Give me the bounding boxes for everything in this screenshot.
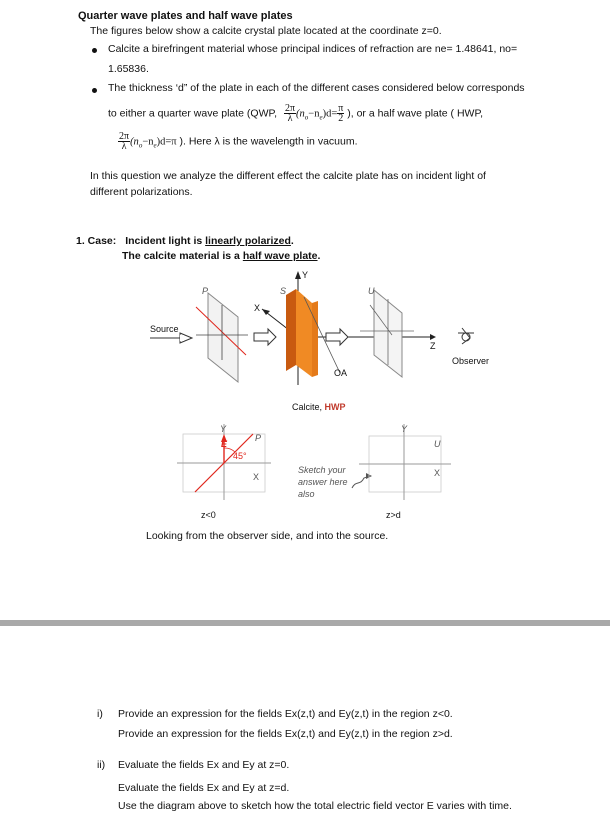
case-subheading: The calcite material is a half wave plate. xyxy=(122,250,321,262)
question-i-2: Provide an expression for the fields Ex(z,t) and Ey(z,t) in the region z>d. xyxy=(118,728,453,740)
propagation-arrow-1 xyxy=(254,329,276,345)
question-ii-3: Use the diagram above to sketch how the total electric field vector E varies with time. xyxy=(118,800,512,812)
diagram-caption: Looking from the observer side, and into the source. xyxy=(146,530,389,542)
source-label: Source xyxy=(150,324,179,334)
small-p-label: P xyxy=(255,433,262,443)
region-after-label: z>d xyxy=(386,510,401,520)
small-y-label-2: Y xyxy=(401,424,408,434)
calcite-plate-front xyxy=(296,289,312,377)
small-x-label-2: X xyxy=(434,468,441,478)
two-pi-over-lambda: $\frac{2\pi}{\lambda}$ xyxy=(284,103,296,124)
hwp-text: ), or a half wave plate ( HWP, xyxy=(347,107,484,120)
paragraph-line-2: different polarizations. xyxy=(90,186,193,198)
p-label: P xyxy=(202,286,209,296)
small-u-label: U xyxy=(434,439,441,449)
bullet-1-line-1: Calcite a birefringent material whose principal indices of refraction are ne= 1.48641, no= xyxy=(108,43,518,55)
bullet-dot xyxy=(92,48,97,53)
propagation-arrow-2 xyxy=(326,329,348,345)
intro-text: The figures below show a calcite crystal plate located at the coordinate z=0. xyxy=(90,25,442,37)
oa-label: OA xyxy=(334,368,348,378)
observer-label: Observer xyxy=(452,356,490,366)
calcite-plate-side xyxy=(286,289,296,371)
qwp-text: to either a quarter wave plate (QWP, xyxy=(108,107,278,120)
setup-diagram xyxy=(0,265,610,415)
u-label: U xyxy=(368,286,375,296)
page-title: Quarter wave plates and half wave plates xyxy=(78,10,293,22)
small-y-label: Y xyxy=(220,424,227,434)
region-before-label: z<0 xyxy=(201,510,216,520)
sketch-note: Sketch your answer here also xyxy=(298,465,348,499)
calcite-label: Calcite, HWP xyxy=(292,402,346,412)
bullet-2-line-1: The thickness ‘d” of the plate in each of the different cases considered below corresponds xyxy=(108,82,525,94)
paragraph-line-1: In this question we analyze the different effect the calcite plate has on incident light of xyxy=(90,170,486,182)
z-label: Z xyxy=(430,341,436,351)
y-label: Y xyxy=(302,270,309,280)
pi-over-two: $\frac{\pi}{2}$ xyxy=(338,103,344,124)
s-label: S xyxy=(280,286,287,296)
bullet-2-line-3: $\frac{2\pi}{\lambda}$ $(n_o-n_e)d=\pi$ ). Here λ is the wavelength in vacuum. xyxy=(119,131,358,152)
x-label: X xyxy=(254,303,261,313)
page-divider xyxy=(0,620,610,626)
question-i-label: i) xyxy=(97,708,103,720)
e-vector-label: E xyxy=(221,439,228,449)
question-ii-label: ii) xyxy=(97,759,106,771)
question-i-1: Provide an expression for the fields Ex(z,t) and Ey(z,t) in the region z<0. xyxy=(118,708,453,720)
source-arrow xyxy=(150,333,192,343)
bullet-dot xyxy=(92,88,97,93)
polarizer-p xyxy=(208,293,238,382)
two-pi-over-lambda: $\frac{2\pi}{\lambda}$ xyxy=(119,131,130,152)
bullet-1-line-2: 1.65836. xyxy=(108,63,149,75)
question-ii-1: Evaluate the fields Ex and Ey at z=0. xyxy=(118,759,290,771)
angle-label: 45° xyxy=(233,451,247,461)
bullet-2-line-2: to either a quarter wave plate (QWP, $\frac{2\pi}{\lambda}$ $(n_o-n_e)d=$ $\frac{\pi}{2}$ ), or a half wave plate ( HWP, xyxy=(108,103,484,124)
question-ii-2: Evaluate the fields Ex and Ey at z=d. xyxy=(118,782,290,794)
case-heading: 1. Case: Incident light is linearly polarized. xyxy=(76,235,294,247)
small-x-label: X xyxy=(253,472,260,482)
observer-eye-icon xyxy=(458,328,474,344)
